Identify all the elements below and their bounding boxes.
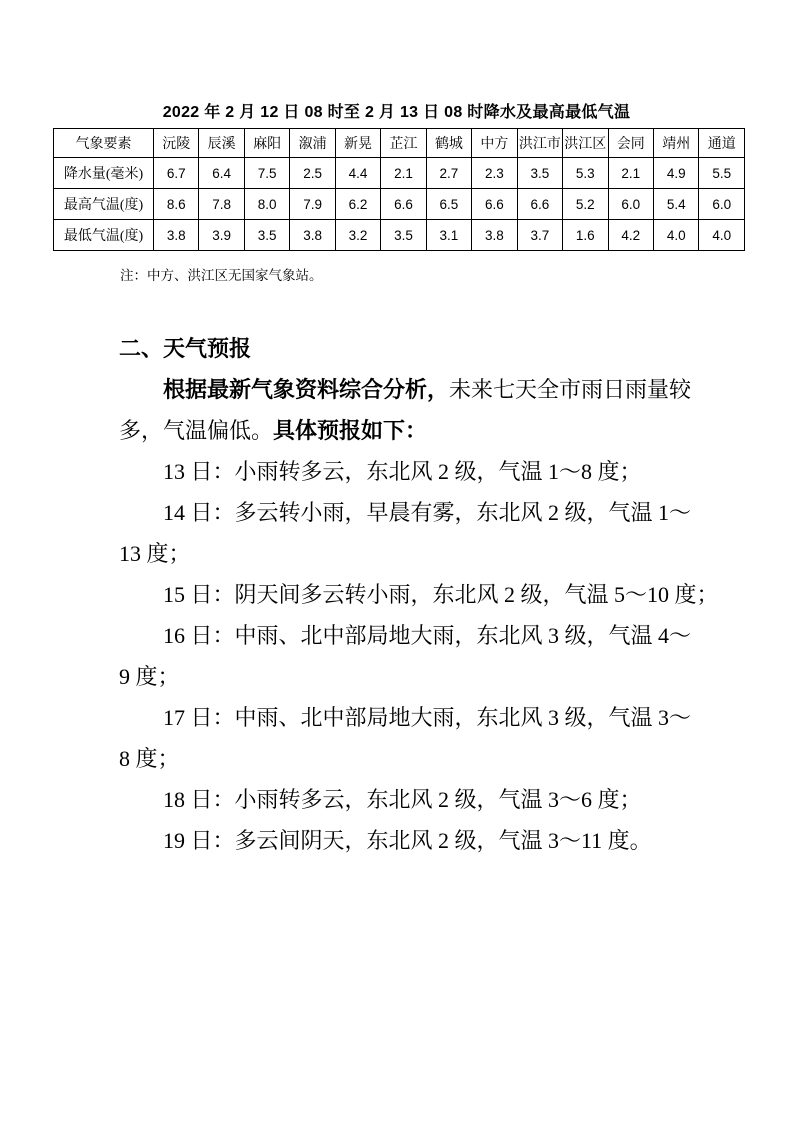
table-cell: 6.0 (699, 189, 745, 220)
table-header-station: 辰溪 (199, 129, 244, 158)
table-header-station: 沅陵 (154, 129, 199, 158)
section-heading: 二、天气预报 (119, 336, 252, 361)
row-label: 降水量(毫米) (54, 158, 154, 189)
table-cell: 7.9 (290, 189, 335, 220)
table-cell: 6.7 (154, 158, 199, 189)
table-cell: 2.1 (608, 158, 653, 189)
intro-text: 多，气温偏低。 (119, 418, 274, 443)
forecast-line: 17 日：中雨、北中部局地大雨，东北风 3 级，气温 3～ (163, 705, 692, 730)
table-cell: 3.5 (244, 220, 289, 251)
table-header-station: 中方 (472, 129, 517, 158)
forecast-line: 19 日：多云间阴天，东北风 2 级，气温 3～11 度。 (163, 828, 652, 853)
table-cell: 6.5 (426, 189, 471, 220)
table-cell: 3.8 (472, 220, 517, 251)
table-title: 2022 年 2 月 12 日 08 时至 2 月 13 日 08 时降水及最高最低气温 (162, 104, 631, 121)
table-header-station: 芷江 (381, 129, 426, 158)
table-header-station: 会同 (608, 129, 653, 158)
intro-text: 未来七天全市雨日雨量较 (449, 377, 692, 402)
table-cell: 3.8 (290, 220, 335, 251)
table-header-station: 溆浦 (290, 129, 335, 158)
table-header-station: 鹤城 (426, 129, 471, 158)
table-cell: 6.0 (608, 189, 653, 220)
weather-table (53, 128, 745, 251)
table-cell: 6.6 (381, 189, 426, 220)
table-header-station: 靖州 (653, 129, 698, 158)
table-row (54, 220, 745, 251)
table-cell: 6.2 (335, 189, 380, 220)
row-label: 最低气温(度) (54, 220, 154, 251)
table-cell: 3.9 (199, 220, 244, 251)
table-footnote: 注：中方、洪江区无国家气象站。 (120, 268, 323, 283)
forecast-line: 15 日：阴天间多云转小雨，东北风 2 级，气温 5～10 度； (163, 582, 719, 607)
intro-line (119, 369, 729, 410)
table-cell: 5.5 (699, 158, 745, 189)
table-cell: 4.0 (653, 220, 698, 251)
table-cell: 5.3 (563, 158, 608, 189)
table-cell: 6.4 (199, 158, 244, 189)
table-cell: 8.6 (154, 189, 199, 220)
table-cell: 6.6 (472, 189, 517, 220)
forecast-list (119, 451, 729, 861)
table-cell: 7.5 (244, 158, 289, 189)
table-cell: 4.2 (608, 220, 653, 251)
table-cell: 6.6 (517, 189, 562, 220)
table-body (54, 158, 745, 251)
table-header-station: 洪江市 (517, 129, 562, 158)
table-header-station: 麻阳 (244, 129, 289, 158)
table-cell: 4.4 (335, 158, 380, 189)
forecast-line: 8 度； (119, 746, 180, 771)
intro-paragraph (119, 369, 729, 451)
table-cell: 4.9 (653, 158, 698, 189)
forecast-line: 18 日：小雨转多云，东北风 2 级，气温 3～6 度； (163, 787, 642, 812)
table-row (54, 158, 745, 189)
table-cell: 5.4 (653, 189, 698, 220)
intro-text-bold: 根据最新气象资料综合分析， (163, 377, 450, 402)
table-cell: 2.3 (472, 158, 517, 189)
forecast-line: 14 日：多云转小雨，早晨有雾，东北风 2 级，气温 1～ (163, 500, 692, 525)
table-header-row (54, 129, 745, 158)
forecast-line: 16 日：中雨、北中部局地大雨，东北风 3 级，气温 4～ (163, 623, 692, 648)
table-cell: 5.2 (563, 189, 608, 220)
intro-text-bold: 具体预报如下： (273, 418, 428, 443)
table-cell: 3.1 (426, 220, 471, 251)
table-cell: 3.8 (154, 220, 199, 251)
table-header-factor: 气象要素 (54, 129, 154, 158)
forecast-line: 9 度； (119, 664, 180, 689)
forecast-line: 13 日：小雨转多云，东北风 2 级，气温 1～8 度； (163, 459, 642, 484)
table-cell: 2.5 (290, 158, 335, 189)
row-label: 最高气温(度) (54, 189, 154, 220)
table-cell: 2.1 (381, 158, 426, 189)
table-cell: 2.7 (426, 158, 471, 189)
table-header-station: 洪江区 (563, 129, 608, 158)
table-header-station: 通道 (699, 129, 745, 158)
table-cell: 3.7 (517, 220, 562, 251)
table-cell: 4.0 (699, 220, 745, 251)
forecast-line: 13 度； (119, 541, 191, 566)
table-cell: 8.0 (244, 189, 289, 220)
forecast-section (119, 328, 729, 861)
table-cell: 3.2 (335, 220, 380, 251)
intro-line (119, 410, 729, 451)
table-cell: 3.5 (517, 158, 562, 189)
table-header-station: 新晃 (335, 129, 380, 158)
table-cell: 7.8 (199, 189, 244, 220)
table-cell: 1.6 (563, 220, 608, 251)
table-cell: 3.5 (381, 220, 426, 251)
table-row (54, 189, 745, 220)
